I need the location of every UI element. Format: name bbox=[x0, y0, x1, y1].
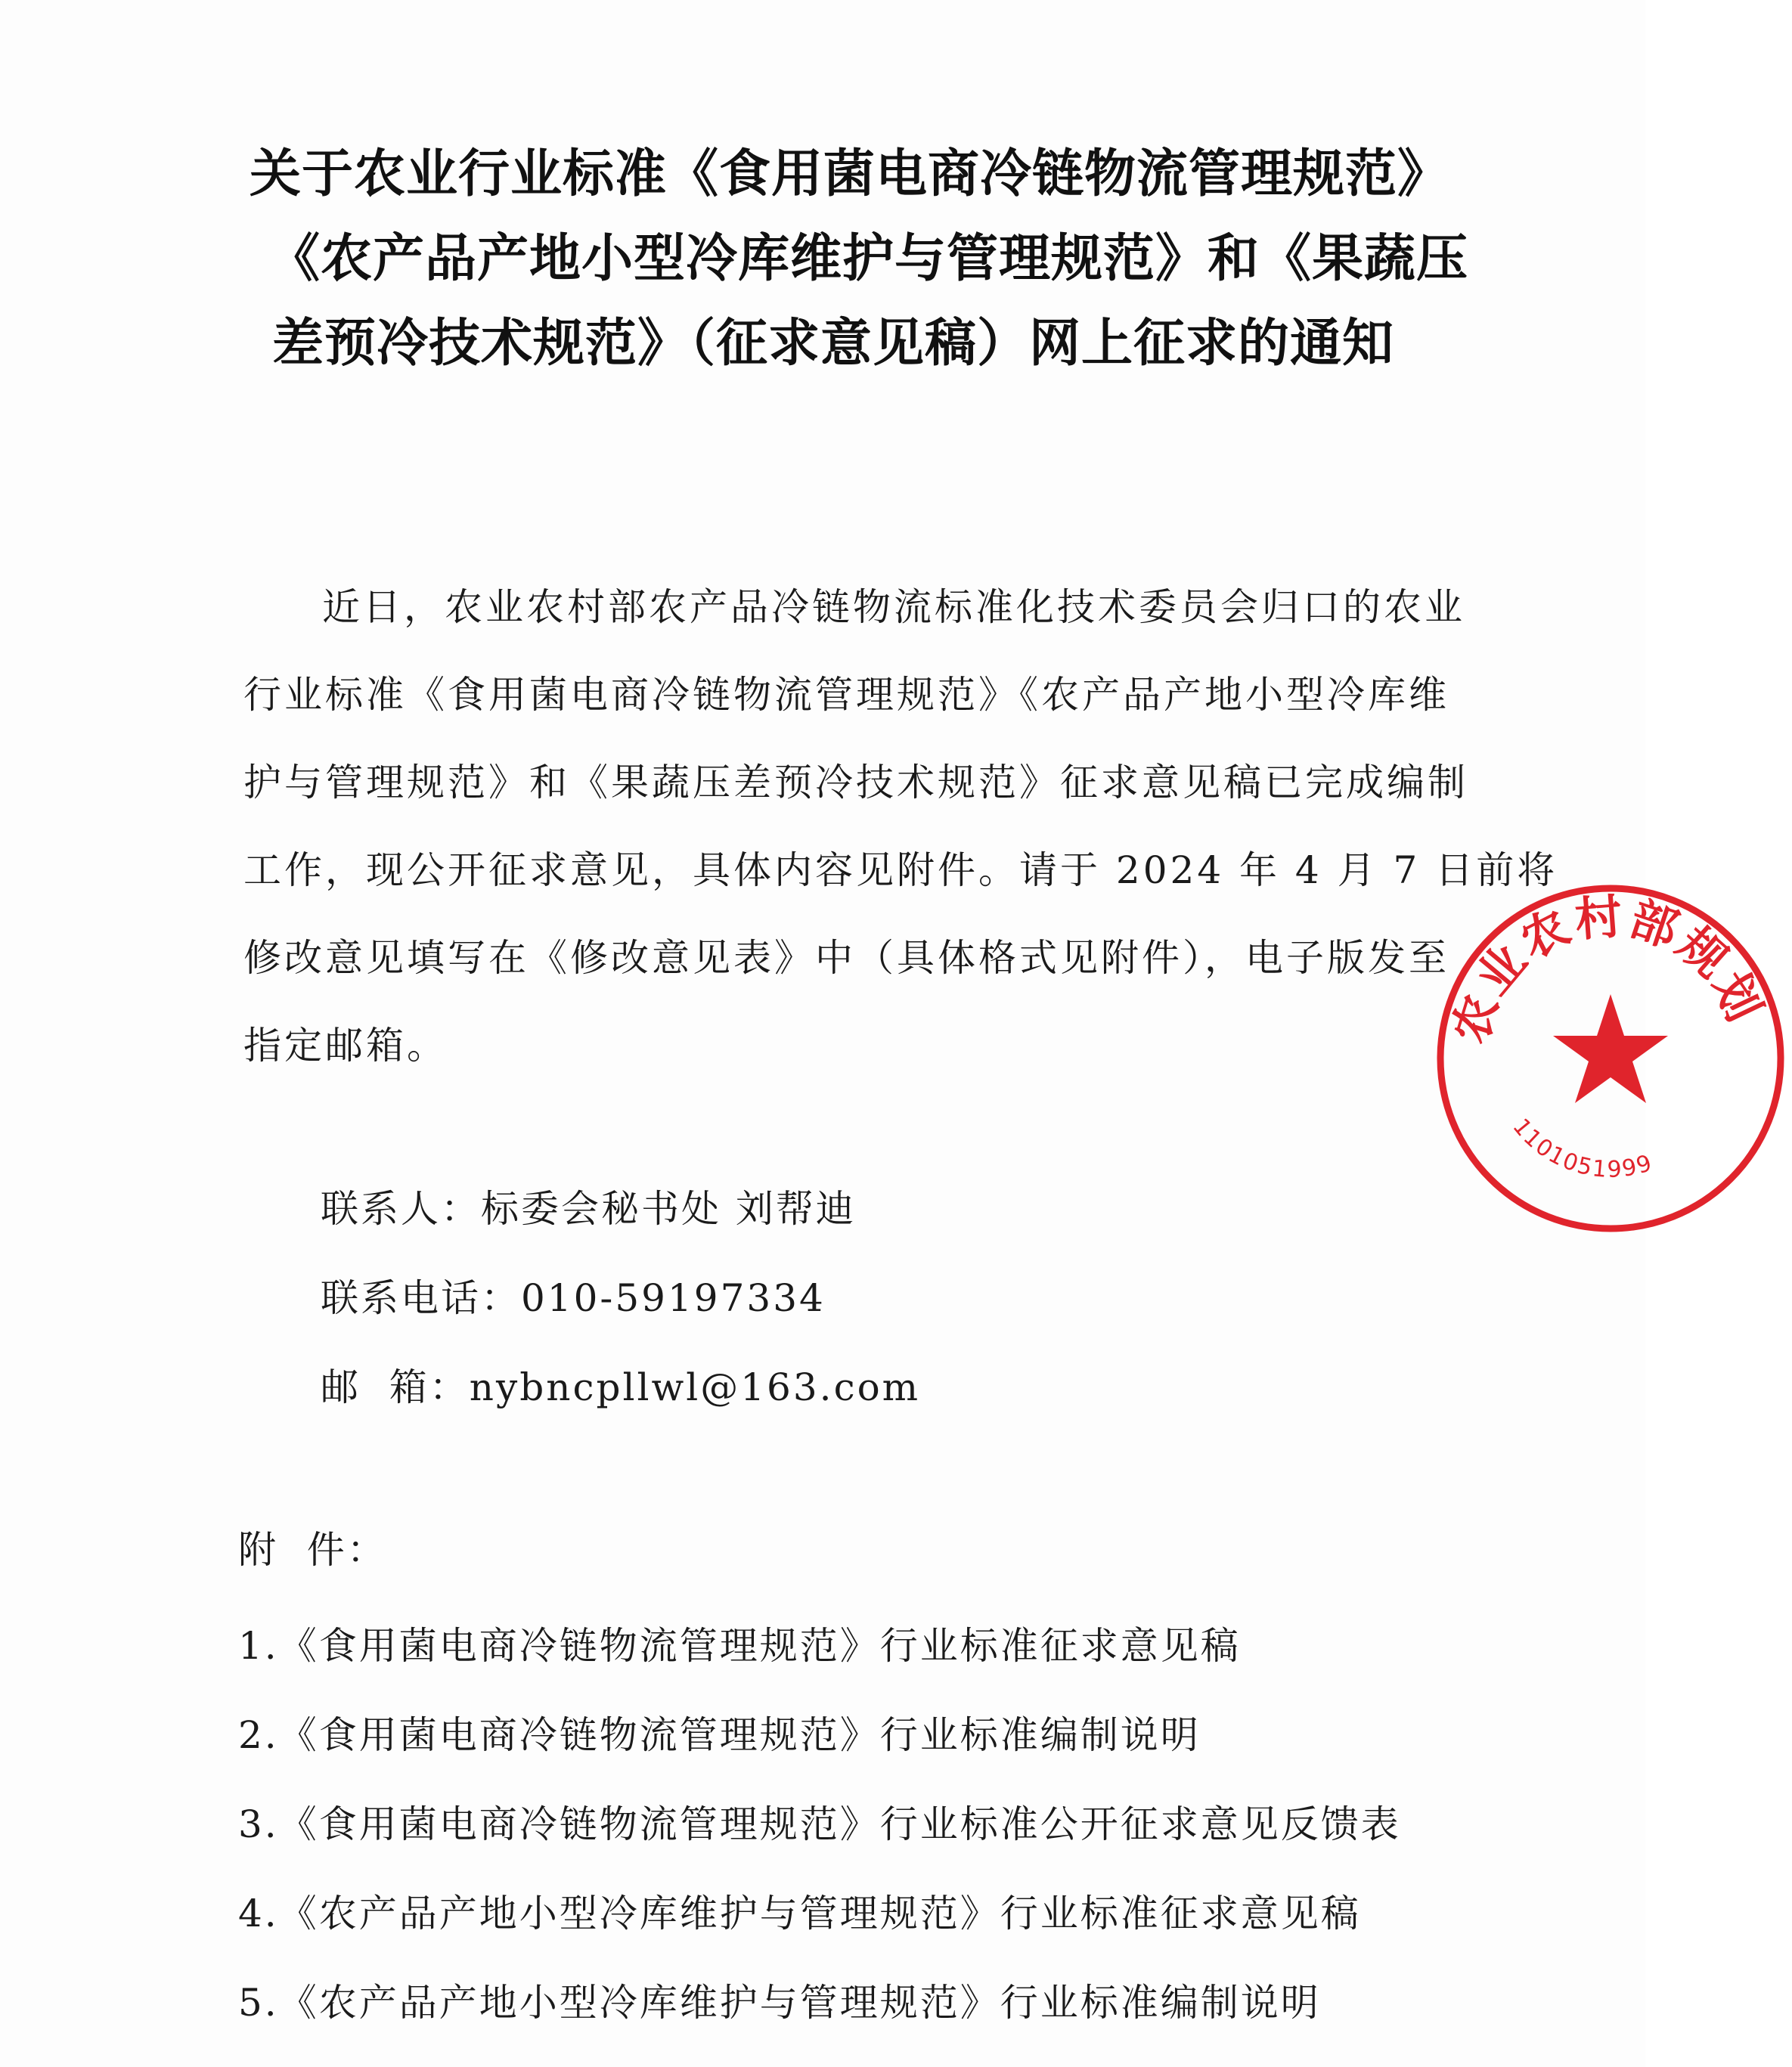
attachment-item: 1.《食用菌电商冷链物流管理规范》行业标准征求意见稿 bbox=[238, 1624, 1241, 1668]
body-line: 护与管理规范》和《果蔬压差预冷技术规范》征求意见稿已完成编制 bbox=[243, 761, 1468, 804]
contact-person-label: 联系人： bbox=[321, 1187, 481, 1231]
title-line-1: 关于农业行业标准《食用菌电商冷链物流管理规范》 bbox=[250, 144, 1450, 204]
contact-person-value: 标委会秘书处 刘帮迪 bbox=[481, 1187, 856, 1231]
contact-email-value: nybncpllwl@163.com bbox=[469, 1365, 921, 1409]
seal-arc-text: 农业农村部规划 bbox=[1442, 888, 1774, 1050]
seal-number: 1101051999 bbox=[1507, 1114, 1657, 1184]
contact-phone-row bbox=[321, 1254, 920, 1343]
title-line-3: 差预冷技术规范》（征求意见稿）网上征求的通知 bbox=[272, 314, 1395, 373]
contact-person-row bbox=[321, 1164, 920, 1254]
contact-email-label: 邮 箱： bbox=[321, 1365, 470, 1409]
title-line-2: 《农产品产地小型冷库维护与管理规范》和《果蔬压 bbox=[268, 229, 1469, 289]
body-line: 近日，农业农村部农产品冷链物流标准化技术委员会归口的农业 bbox=[322, 585, 1465, 629]
body-line: 工作，现公开征求意见，具体内容见附件。请于 2024 年 4 月 7 日前将 bbox=[243, 848, 1558, 892]
body-line: 行业标准《食用菌电商冷链物流管理规范》《农产品产地小型冷库维 bbox=[243, 673, 1449, 717]
contact-phone-value: 010-59197334 bbox=[521, 1276, 826, 1320]
attachment-item: 4.《农产品产地小型冷库维护与管理规范》行业标准征求意见稿 bbox=[238, 1892, 1361, 1935]
attachment-item: 2.《食用菌电商冷链物流管理规范》行业标准编制说明 bbox=[238, 1713, 1201, 1757]
notice-title bbox=[227, 132, 1469, 386]
body-paragraph bbox=[243, 563, 1558, 1089]
contact-email-row bbox=[321, 1343, 920, 1432]
attachment-item: 5.《农产品产地小型冷库维护与管理规范》行业标准编制说明 bbox=[238, 1981, 1321, 2025]
official-seal bbox=[1429, 877, 1792, 1240]
contact-phone-label: 联系电话： bbox=[321, 1276, 521, 1320]
contact-block bbox=[321, 1164, 920, 1432]
seal-star-icon bbox=[1553, 994, 1668, 1103]
body-line: 修改意见填写在《修改意见表》中（具体格式见附件），电子版发至 bbox=[243, 936, 1449, 980]
attachments-list bbox=[238, 1601, 1401, 2047]
attachment-item: 3.《食用菌电商冷链物流管理规范》行业标准公开征求意见反馈表 bbox=[238, 1802, 1401, 1846]
body-line: 指定邮箱。 bbox=[243, 1024, 448, 1068]
attachments-heading: 附 件： bbox=[238, 1528, 387, 1572]
